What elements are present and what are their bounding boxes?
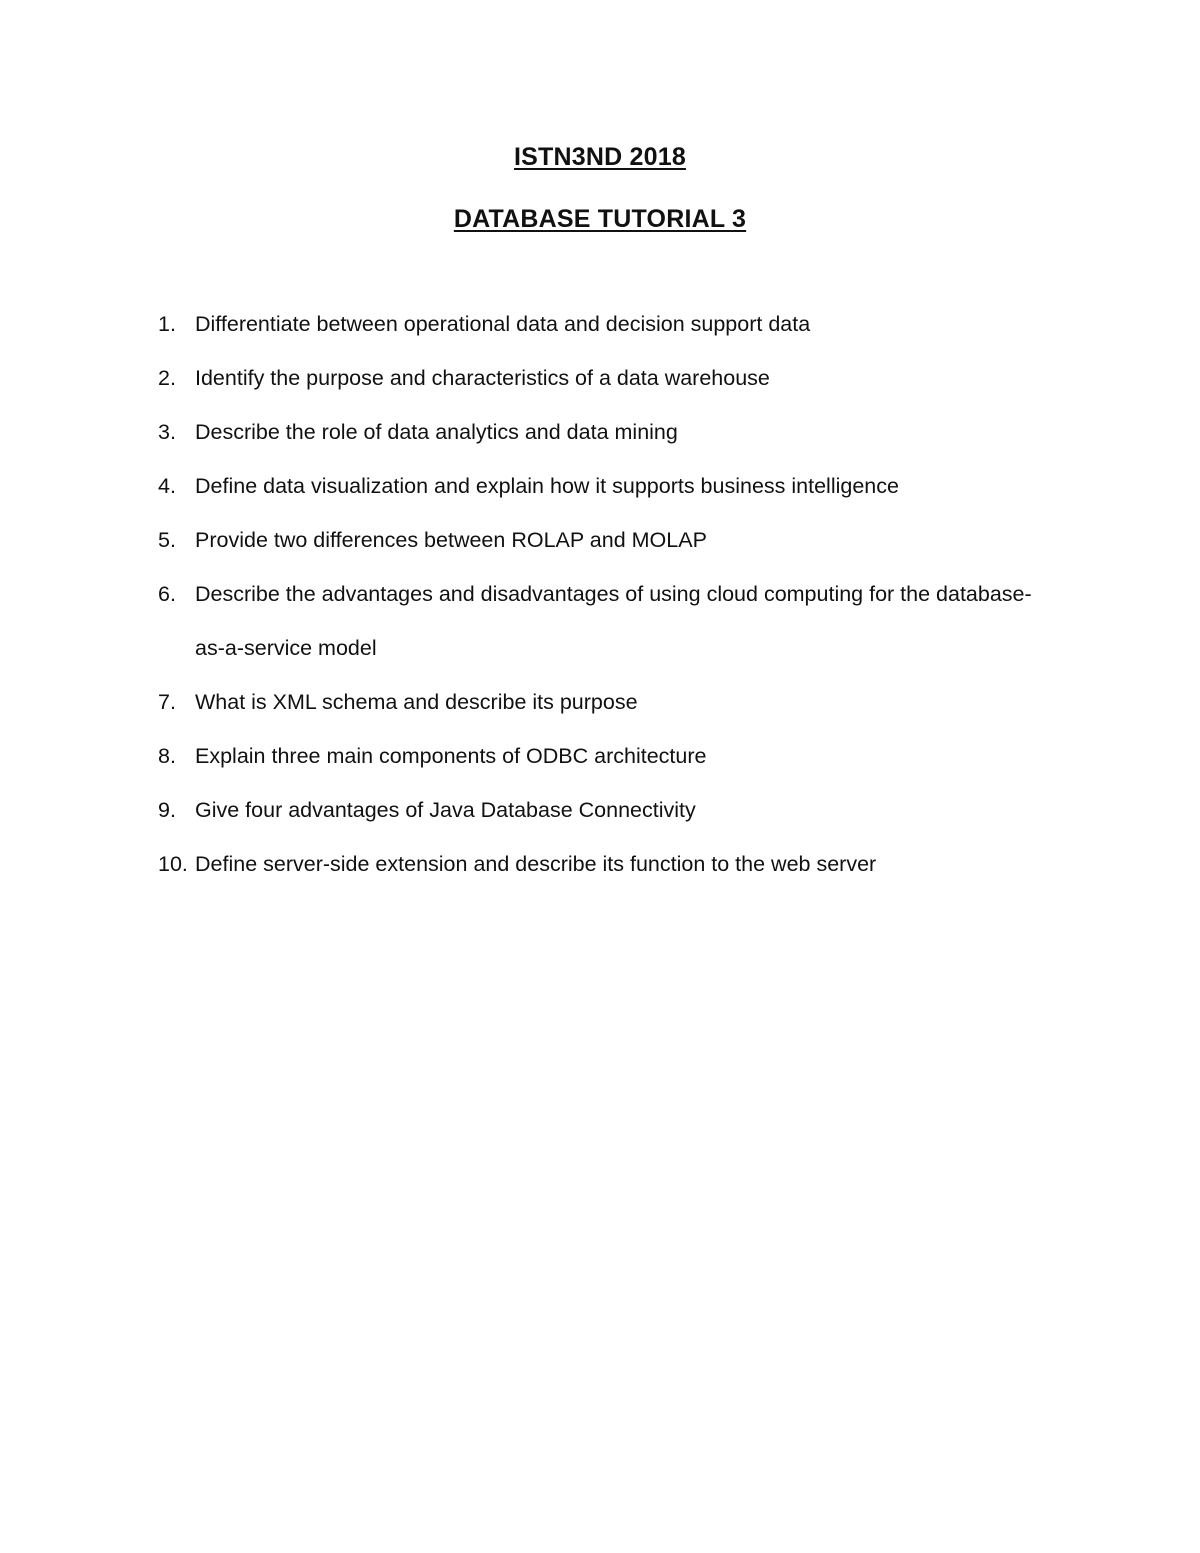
question-item-5 (158, 513, 1038, 567)
question-item-4 (158, 459, 1038, 513)
question-text: Explain three main components of ODBC architecture (195, 744, 707, 768)
question-item-8 (158, 729, 1038, 783)
question-number: 9. (158, 798, 176, 822)
question-item-1 (158, 297, 1038, 351)
question-number: 4. (158, 474, 176, 498)
question-text: Give four advantages of Java Database Connectivity (195, 798, 696, 822)
question-number: 10. (158, 852, 188, 876)
tutorial-title-heading: DATABASE TUTORIAL 3 (453, 205, 747, 233)
question-item-9 (158, 783, 1038, 837)
course-code-heading: ISTN3ND 2018 (514, 143, 686, 171)
question-item-6 (158, 567, 1038, 675)
question-text: What is XML schema and describe its purpose (195, 690, 638, 714)
question-number: 3. (158, 420, 176, 444)
question-text: Define server-side extension and describe its function to the web server (195, 852, 877, 876)
question-text: Provide two differences between ROLAP and MOLAP (195, 528, 707, 552)
question-item-7 (158, 675, 1038, 729)
question-list (158, 297, 1038, 891)
question-number: 7. (158, 690, 176, 714)
question-number: 8. (158, 744, 176, 768)
question-item-3 (158, 405, 1038, 459)
question-text: Describe the advantages and disadvantages of using cloud computing for the database-as-a-service model (195, 582, 1032, 660)
question-number: 1. (158, 312, 176, 336)
question-item-10 (158, 837, 1038, 891)
question-text: Define data visualization and explain how it supports business intelligence (195, 474, 899, 498)
question-text: Identify the purpose and characteristics of a data warehouse (195, 366, 770, 390)
question-text: Describe the role of data analytics and data mining (195, 420, 678, 444)
question-number: 5. (158, 528, 176, 552)
question-number: 2. (158, 366, 176, 390)
question-number: 6. (158, 582, 176, 606)
question-item-2 (158, 351, 1038, 405)
question-text: Differentiate between operational data and decision support data (195, 312, 811, 336)
